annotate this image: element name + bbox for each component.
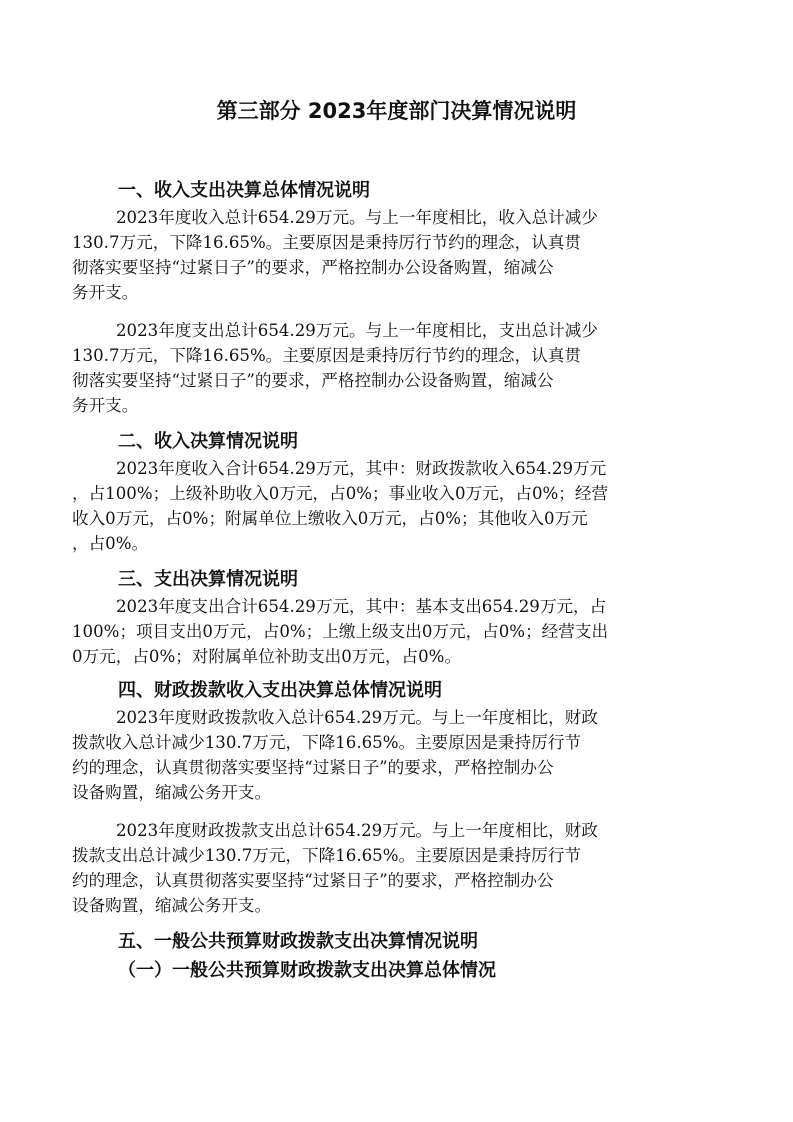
section-heading-3: 三、支出决算情况说明 bbox=[118, 569, 298, 590]
section-heading-1: 一、收入支出决算总体情况说明 bbox=[118, 180, 370, 201]
section-4-paragraph-2 bbox=[72, 818, 732, 918]
paragraph-line: 130.7万元，下降16.65%。主要原因是秉持厉行节约的理念，认真贯 bbox=[72, 346, 582, 365]
paragraph-line: 2023年度财政拨款收入总计654.29万元。与上一年度相比，财政 bbox=[116, 708, 598, 727]
paragraph-line: 务开支。 bbox=[72, 396, 139, 415]
paragraph-line: 拨款收入总计减少130.7万元，下降16.65%。主要原因是秉持厉行节 bbox=[72, 733, 582, 752]
paragraph-line: 2023年度支出总计654.29万元。与上一年度相比，支出总计减少 bbox=[116, 321, 598, 340]
paragraph-line: 设备购置，缩减公务开支。 bbox=[72, 783, 272, 802]
section-3-paragraph-1 bbox=[72, 594, 732, 669]
paragraph-line: 2023年度收入总计654.29万元。与上一年度相比，收入总计减少 bbox=[116, 208, 598, 227]
paragraph-line: 100%；项目支出0万元，占0%；上缴上级支出0万元，占0%；经营支出 bbox=[72, 622, 609, 641]
paragraph-line: 设备购置，缩减公务开支。 bbox=[72, 896, 272, 915]
section-heading-5: 五、一般公共预算财政拨款支出决算情况说明 bbox=[118, 931, 478, 952]
section-1-paragraph-1 bbox=[72, 205, 732, 305]
paragraph-line: 2023年度收入合计654.29万元，其中：财政拨款收入654.29万元 bbox=[116, 459, 607, 478]
paragraph-line: 彻落实要坚持“过紧日子”的要求，严格控制办公设备购置，缩减公 bbox=[72, 371, 554, 390]
paragraph-line: ，占0%。 bbox=[72, 534, 149, 553]
paragraph-line: 2023年度财政拨款支出总计654.29万元。与上一年度相比，财政 bbox=[116, 821, 598, 840]
paragraph-line: 约的理念，认真贯彻落实要坚持“过紧日子”的要求，严格控制办公 bbox=[72, 758, 554, 777]
paragraph-line: 收入0万元，占0%；附属单位上缴收入0万元，占0%；其他收入0万元 bbox=[72, 509, 588, 528]
paragraph-line: 务开支。 bbox=[72, 283, 139, 302]
document-title: 第三部分 2023年度部门决算情况说明 bbox=[216, 99, 577, 123]
paragraph-line: 约的理念，认真贯彻落实要坚持“过紧日子”的要求，严格控制办公 bbox=[72, 871, 554, 890]
section-heading-2: 二、收入决算情况说明 bbox=[118, 431, 298, 452]
section-heading-4: 四、财政拨款收入支出决算总体情况说明 bbox=[118, 680, 442, 701]
section-1-paragraph-2 bbox=[72, 318, 732, 418]
paragraph-line: 0万元，占0%；对附属单位补助支出0万元，占0%。 bbox=[72, 647, 462, 666]
section-2-paragraph-1 bbox=[72, 456, 732, 556]
paragraph-line: ，占100%；上级补助收入0万元，占0%；事业收入0万元，占0%；经营 bbox=[72, 484, 609, 503]
subsection-heading-5-1: （一）一般公共预算财政拨款支出决算总体情况 bbox=[118, 960, 496, 981]
paragraph-line: 拨款支出总计减少130.7万元，下降16.65%。主要原因是秉持厉行节 bbox=[72, 846, 582, 865]
paragraph-line: 130.7万元，下降16.65%。主要原因是秉持厉行节约的理念，认真贯 bbox=[72, 233, 582, 252]
section-4-paragraph-1 bbox=[72, 705, 732, 805]
paragraph-line: 彻落实要坚持“过紧日子”的要求，严格控制办公设备购置，缩减公 bbox=[72, 258, 554, 277]
paragraph-line: 2023年度支出合计654.29万元，其中：基本支出654.29万元，占 bbox=[116, 597, 607, 616]
